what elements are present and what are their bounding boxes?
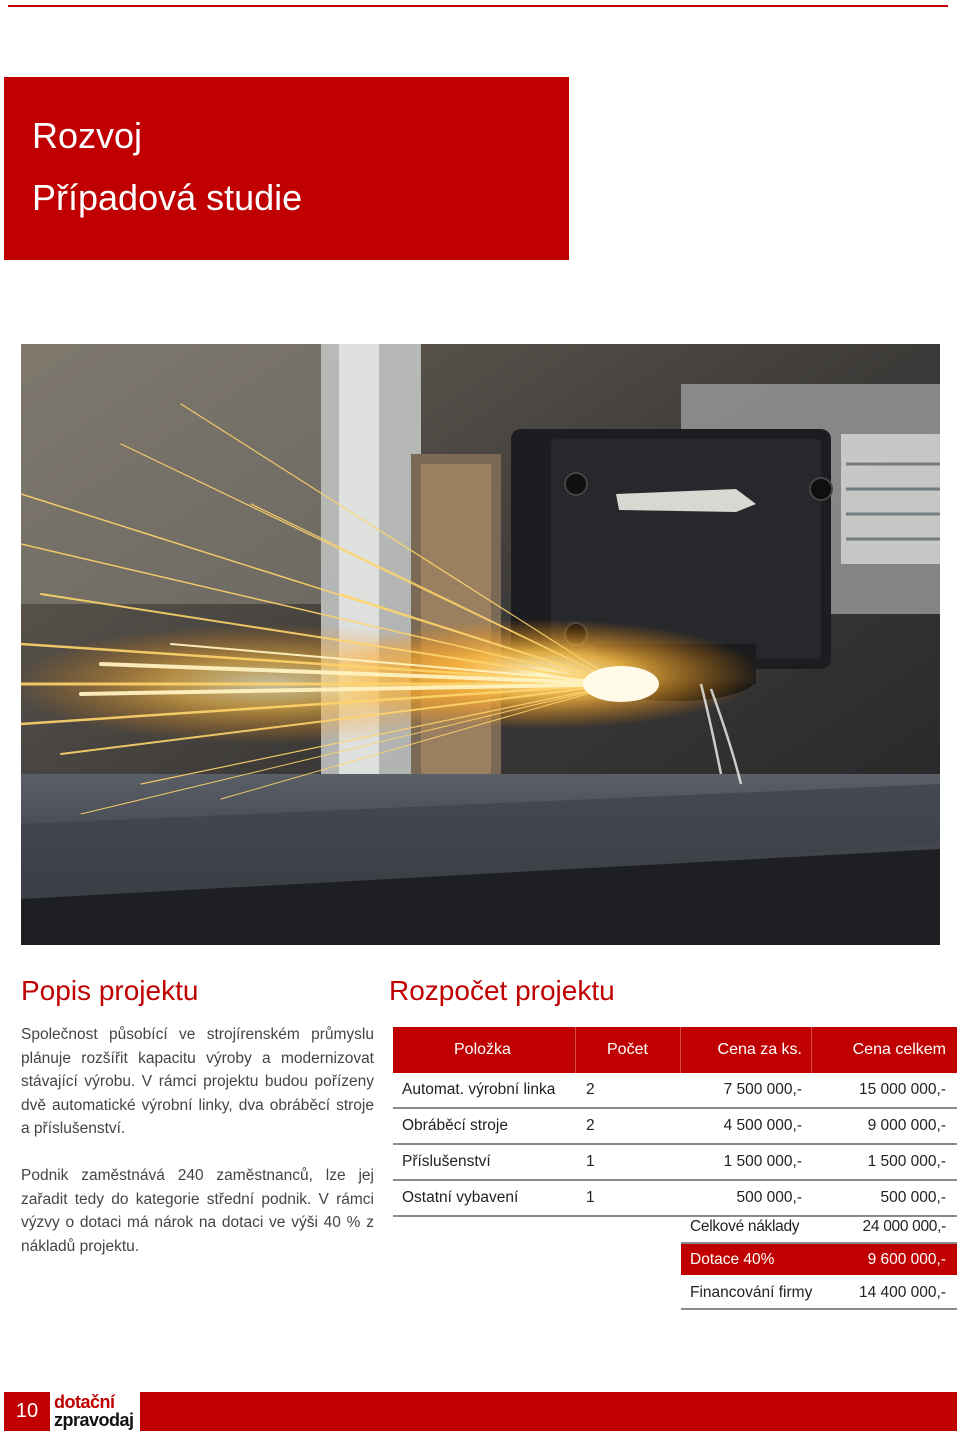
header-divider bbox=[575, 1027, 576, 1073]
cell-pocet: 1 bbox=[586, 1153, 595, 1170]
summary-dotace-row bbox=[681, 1244, 957, 1275]
footer-bar bbox=[4, 1392, 957, 1431]
cell-cena-celkem: 1 500 000,- bbox=[867, 1153, 946, 1170]
header-divider bbox=[680, 1027, 681, 1073]
cell-cena-celkem: 15 000 000,- bbox=[858, 1081, 946, 1098]
budget-table bbox=[393, 1027, 957, 1217]
popis-paragraph-2: Podnik zaměstnává 240 zaměstnanců, lze jej zařadit tedy do kategorie střední podnik. V rámci výzvy o dotaci má nárok na dotaci ve výši 40 % z nákladů projektu. bbox=[21, 1167, 374, 1255]
cell-pocet: 2 bbox=[586, 1081, 595, 1098]
logo-line-2: zpravodaj bbox=[54, 1410, 134, 1430]
cell-cena-za-ks: 7 500 000,- bbox=[723, 1081, 802, 1098]
cell-polozka: Automat. výrobní linka bbox=[402, 1081, 556, 1098]
budget-table-header bbox=[393, 1027, 957, 1073]
logo-line-1: dotační bbox=[54, 1392, 115, 1412]
section-subtitle: Případová studie bbox=[32, 177, 303, 218]
cell-pocet: 1 bbox=[586, 1189, 595, 1206]
col-header-cena-za-ks: Cena za ks. bbox=[717, 1041, 802, 1058]
grinding-sparks-illustration bbox=[21, 344, 940, 945]
heading-popis-projektu: Popis projektu bbox=[21, 975, 199, 1006]
total-label: Celkové náklady bbox=[690, 1218, 800, 1235]
cell-cena-za-ks: 1 500 000,- bbox=[723, 1153, 802, 1170]
cell-cena-celkem: 9 000 000,- bbox=[867, 1117, 946, 1134]
cell-polozka: Příslušenství bbox=[402, 1153, 491, 1170]
top-rule bbox=[8, 5, 948, 7]
summary-total-row bbox=[681, 1211, 957, 1244]
cell-cena-za-ks: 4 500 000,- bbox=[723, 1117, 802, 1134]
table-row bbox=[393, 1073, 957, 1109]
dotace-value: 9 600 000,- bbox=[867, 1251, 946, 1268]
total-value: 24 000 000,- bbox=[862, 1218, 946, 1235]
summary-firma-row bbox=[681, 1277, 957, 1310]
section-title: Rozvoj bbox=[32, 115, 143, 156]
col-header-polozka: Položka bbox=[454, 1041, 511, 1058]
col-header-pocet: Počet bbox=[607, 1041, 648, 1058]
cell-cena-celkem: 500 000,- bbox=[880, 1189, 946, 1206]
dotace-label: Dotace 40% bbox=[690, 1251, 775, 1268]
factory-photo bbox=[21, 344, 940, 945]
heading-rozpocet-projektu: Rozpočet projektu bbox=[389, 975, 615, 1006]
firma-label: Financování firmy bbox=[690, 1284, 813, 1301]
cell-cena-za-ks: 500 000,- bbox=[736, 1189, 802, 1206]
cell-polozka: Ostatní vybavení bbox=[402, 1189, 519, 1206]
firma-value: 14 400 000,- bbox=[858, 1284, 946, 1301]
page-number: 10 bbox=[15, 1400, 39, 1422]
popis-paragraph-1: Společnost působící ve strojírenském průmyslu plánuje rozšířit kapacitu výroby a modernizovat stávající výrobu. V rámci projektu budou pořízeny dvě automatické výrobní linky, dva obráběcí stroje a příslušenství. bbox=[21, 1026, 374, 1137]
table-row bbox=[393, 1109, 957, 1145]
cell-polozka: Obráběcí stroje bbox=[402, 1117, 508, 1134]
header-divider bbox=[811, 1027, 812, 1073]
cell-pocet: 2 bbox=[586, 1117, 595, 1134]
header-block bbox=[4, 77, 569, 260]
col-header-cena-celkem: Cena celkem bbox=[852, 1041, 946, 1058]
table-row bbox=[393, 1145, 957, 1181]
dotacni-zpravodaj-logo bbox=[50, 1392, 140, 1431]
